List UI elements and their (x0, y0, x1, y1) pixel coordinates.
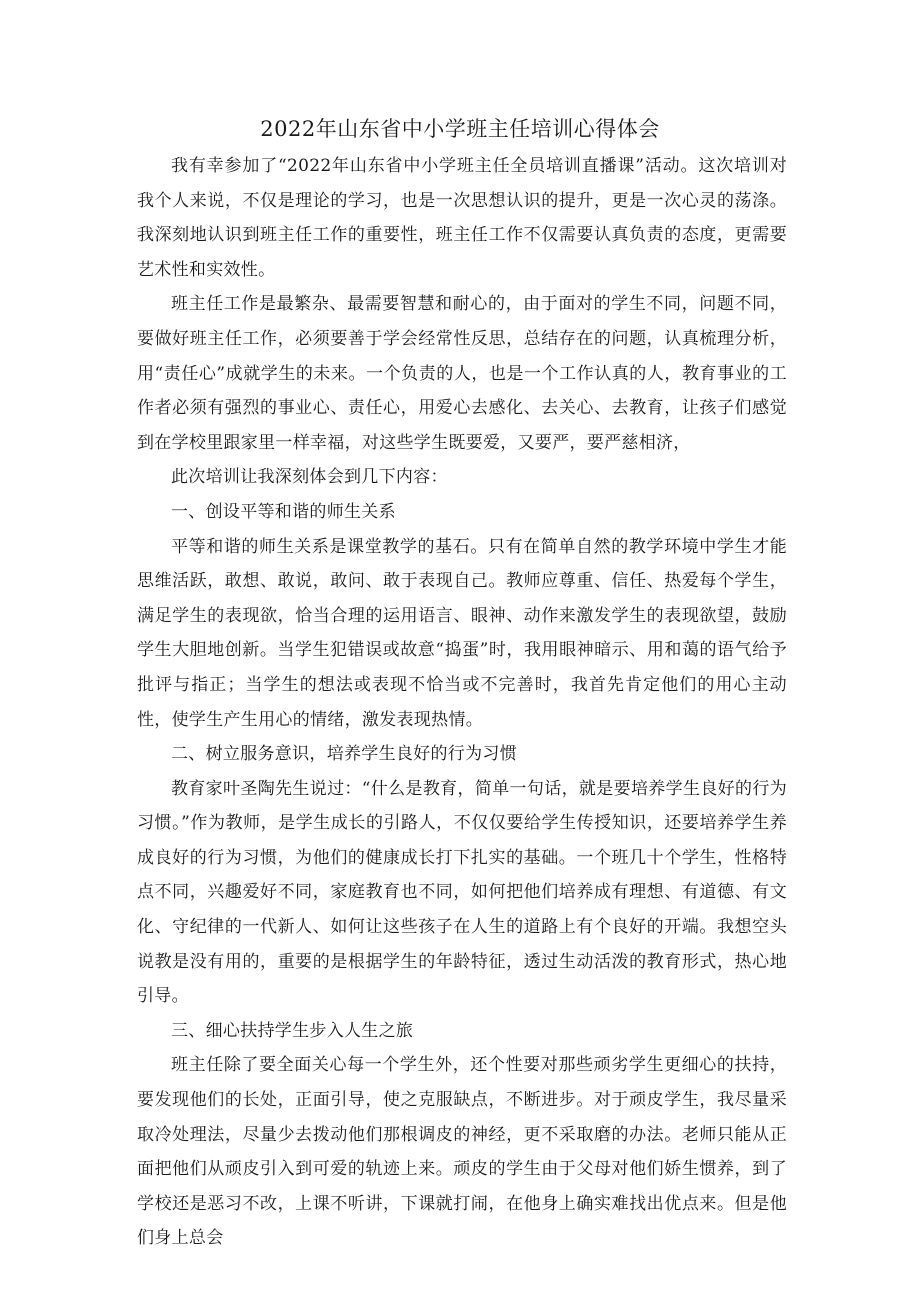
paragraph-work: 班主任工作是最繁杂、最需要智慧和耐心的，由于面对的学生不同，问题不同，要做好班主任工作，必须要善于学会经常性反思，总结存在的问题，认真梳理分析，用“责任心”成就学生的未来。一个负责的人，也是一个工作认真的人，教育事业的工作者必须有强烈的事业心、责任心，用爱心去感化、去关心、去教育，让孩子们感觉到在学校里跟家里一样幸福，对这些学生既要爱，又要严，要严慈相济， (137, 294, 787, 453)
section-heading-2: 二、树立服务意识，培养学生良好的行为习惯 (171, 744, 517, 765)
document-body (137, 149, 787, 1256)
paragraph-section-2: 教育家叶圣陶先生说过：“什么是教育，简单一句话，就是要培养学生良好的行为习惯。”作为教师，是学生成长的引路人，不仅仅要给学生传授知识，还要培养学生养成良好的行为习惯，为他们的健康成长打下扎实的基础。一个班几十个学生，性格特点不同，兴趣爱好不同，家庭教育也不同，如何把他们培养成有理想、有道德、有文化、守纪律的一代新人、如何让这些孩子在人生的道路上有个良好的开端。我想空头说教是没有用的，重要的是根据学生的年龄特征，透过生动活泼的教育形式，热心地引导。 (137, 778, 787, 1007)
paragraph-section-1: 平等和谐的师生关系是课堂教学的基石。只有在简单自然的教学环境中学生才能思维活跃，敢想、敢说，敢问、敢于表现自己。教师应尊重、信任、热爱每个学生，满足学生的表现欲，恰当合理的运用语言、眼神、动作来激发学生的表现欲望，鼓励学生大胆地创新。当学生犯错误或故意“捣蛋”时，我用眼神暗示、用和蔼的语气给予批评与指正；当学生的想法或表现不恰当或不完善时，我首先肯定他们的用心主动性，使学生产生用心的情绪，激发表现热情。 (137, 536, 787, 730)
paragraph-summary: 此次培训让我深刻体会到几下内容： (171, 467, 448, 488)
document-title: 2022年山东省中小学班主任培训心得体会 (260, 117, 660, 141)
section-heading-3: 三、细心扶持学生步入人生之旅 (171, 1020, 414, 1041)
paragraph-intro: 我有幸参加了“2022年山东省中小学班主任全员培训直播课”活动。这次培训对我个人来说，不仅是理论的学习，也是一次思想认识的提升，更是一次心灵的荡涤。我深刻地认识到班主任工作的重要性，班主任工作不仅需要认真负责的态度，更需要艺术性和实效性。 (137, 156, 787, 280)
paragraph-section-3: 班主任除了要全面关心每一个学生外，还个性要对那些顽劣学生更细心的扶持，要发现他们的长处，正面引导，使之克服缺点，不断进步。对于顽皮学生，我尽量采取冷处理法，尽量少去拨动他们那根调皮的神经，更不采取磨的办法。老师只能从正面把他们从顽皮引入到可爱的轨迹上来。顽皮的学生由于父母对他们娇生惯养，到了学校还是恶习不改，上课不听讲，下课就打闹，在他身上确实难找出优点来。但是他们身上总会 (137, 1055, 787, 1249)
section-heading-1: 一、创设平等和谐的师生关系 (171, 501, 396, 522)
